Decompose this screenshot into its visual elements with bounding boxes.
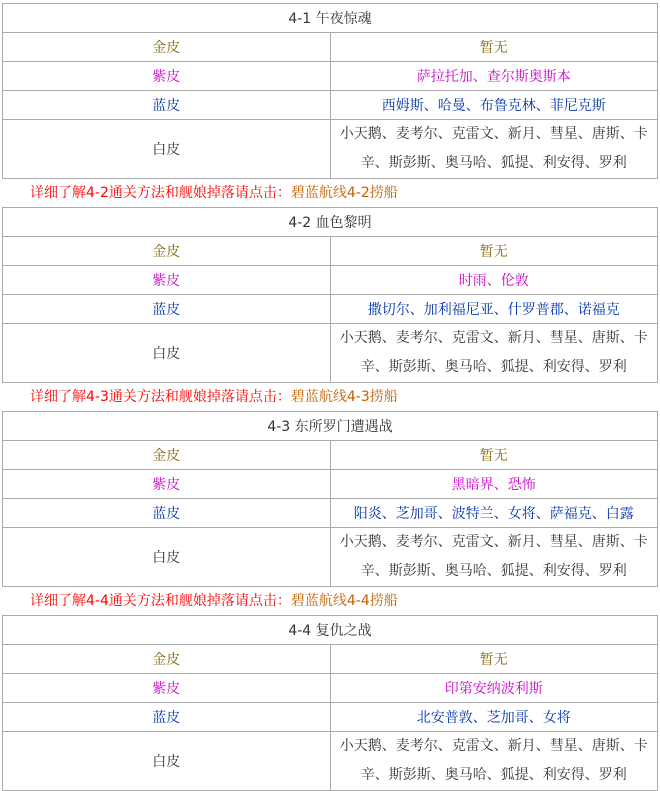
grade-label: 白皮 [3, 120, 331, 179]
grade-label: 蓝皮 [3, 295, 331, 324]
grade-row [3, 645, 658, 674]
stage-title: 4-4 复仇之战 [3, 616, 658, 645]
grade-row [3, 324, 658, 383]
grade-label: 蓝皮 [3, 499, 331, 528]
grade-row [3, 441, 658, 470]
grade-label: 白皮 [3, 324, 331, 383]
stage-title: 4-3 东所罗门遭遇战 [3, 412, 658, 441]
grade-row [3, 470, 658, 499]
grade-label: 紫皮 [3, 470, 331, 499]
ship-list: 暂无 [330, 33, 658, 62]
stage-title: 4-2 血色黎明 [3, 208, 658, 237]
ship-list: 小天鹅、麦考尔、克雷文、新月、彗星、唐斯、卡辛、斯彭斯、奥马哈、狐提、利安得、罗利 [330, 120, 658, 179]
grade-label: 金皮 [3, 441, 331, 470]
grade-label: 金皮 [3, 33, 331, 62]
ship-list: 西姆斯、哈曼、布鲁克林、菲尼克斯 [330, 91, 658, 120]
grade-label: 紫皮 [3, 674, 331, 703]
grade-label: 紫皮 [3, 266, 331, 295]
grade-label: 金皮 [3, 645, 331, 674]
grade-row [3, 62, 658, 91]
grade-row [3, 266, 658, 295]
guide-note [0, 383, 660, 411]
grade-row [3, 674, 658, 703]
ship-list: 暂无 [330, 237, 658, 266]
ship-list: 北安普敦、芝加哥、女将 [330, 703, 658, 732]
guide-note-text: 详细了解4-4通关方法和舰娘掉落请点击： [30, 593, 291, 609]
grade-row [3, 237, 658, 266]
ship-list: 小天鹅、麦考尔、克雷文、新月、彗星、唐斯、卡辛、斯彭斯、奥马哈、狐提、利安得、罗利 [330, 732, 658, 791]
guide-link[interactable]: 碧蓝航线4-4捞船 [290, 593, 398, 609]
ship-list: 时雨、伦敦 [330, 266, 658, 295]
grade-label: 紫皮 [3, 62, 331, 91]
ship-list: 小天鹅、麦考尔、克雷文、新月、彗星、唐斯、卡辛、斯彭斯、奥马哈、狐提、利安得、罗利 [330, 528, 658, 587]
stage-table [2, 615, 658, 791]
guide-note-text: 详细了解4-2通关方法和舰娘掉落请点击： [30, 185, 291, 201]
grade-row [3, 528, 658, 587]
stage-title: 4-1 午夜惊魂 [3, 4, 658, 33]
grade-label: 金皮 [3, 237, 331, 266]
ship-list: 小天鹅、麦考尔、克雷文、新月、彗星、唐斯、卡辛、斯彭斯、奥马哈、狐提、利安得、罗利 [330, 324, 658, 383]
ship-list: 暂无 [330, 441, 658, 470]
grade-row [3, 499, 658, 528]
ship-list: 萨拉托加、查尔斯奥斯本 [330, 62, 658, 91]
stage-table [2, 411, 658, 587]
grade-label: 蓝皮 [3, 703, 331, 732]
guide-note-text: 详细了解4-3通关方法和舰娘掉落请点击： [30, 389, 291, 405]
guide-link[interactable]: 碧蓝航线4-3捞船 [290, 389, 398, 405]
ship-list: 阳炎、芝加哥、波特兰、女将、萨福克、白露 [330, 499, 658, 528]
grade-row [3, 295, 658, 324]
guide-note [0, 179, 660, 207]
grade-row [3, 120, 658, 179]
grade-row [3, 33, 658, 62]
grade-row [3, 91, 658, 120]
ship-list: 黑暗界、恐怖 [330, 470, 658, 499]
grade-row [3, 703, 658, 732]
ship-list: 撒切尔、加利福尼亚、什罗普郡、诺福克 [330, 295, 658, 324]
grade-label: 蓝皮 [3, 91, 331, 120]
grade-label: 白皮 [3, 732, 331, 791]
stage-table [2, 3, 658, 179]
guide-note [0, 587, 660, 615]
grade-label: 白皮 [3, 528, 331, 587]
stage-table [2, 207, 658, 383]
grade-row [3, 732, 658, 791]
guide-link[interactable]: 碧蓝航线4-2捞船 [290, 185, 398, 201]
ship-list: 暂无 [330, 645, 658, 674]
ship-list: 印第安纳波利斯 [330, 674, 658, 703]
